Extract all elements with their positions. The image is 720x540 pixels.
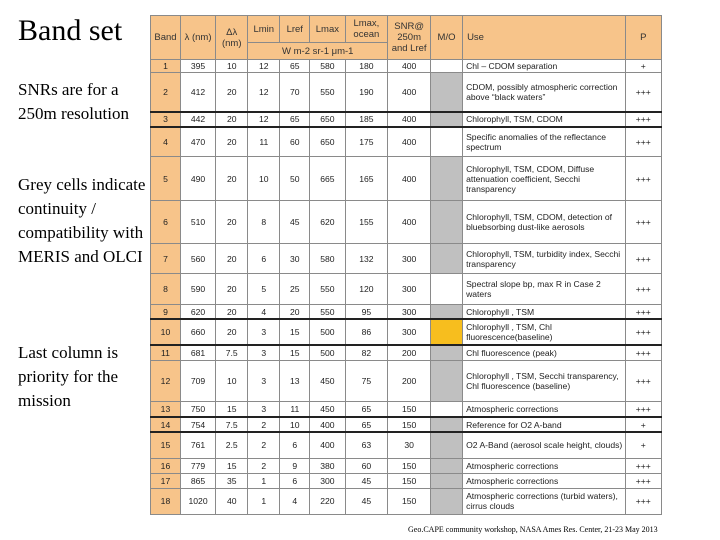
band-table — [150, 15, 662, 515]
cell-lref: 9 — [280, 458, 310, 473]
cell-lref: 70 — [280, 73, 310, 112]
table-row — [151, 304, 662, 319]
header-lmin: Lmin — [248, 16, 280, 43]
cell-dlambda: 20 — [216, 200, 248, 243]
cell-snr: 150 — [388, 458, 431, 473]
cell-band: 2 — [151, 73, 181, 112]
cell-snr: 150 — [388, 402, 431, 417]
band-rows — [151, 60, 662, 515]
cell-band: 11 — [151, 345, 181, 360]
cell-dlambda: 7.5 — [216, 417, 248, 432]
cell-lmax-ocean: 165 — [345, 157, 388, 200]
cell-priority: +++ — [625, 200, 661, 243]
footer-text: Geo.CAPE community workshop, NASA Ames Res. Center, 21-23 May 2013 — [408, 525, 658, 534]
cell-band: 3 — [151, 112, 181, 127]
cell-priority: + — [625, 417, 661, 432]
table-row — [151, 112, 662, 127]
cell-priority: +++ — [625, 127, 661, 157]
cell-lambda: 490 — [180, 157, 215, 200]
cell-band: 18 — [151, 488, 181, 514]
cell-dlambda: 20 — [216, 304, 248, 319]
cell-lambda: 470 — [180, 127, 215, 157]
cell-dlambda: 15 — [216, 402, 248, 417]
cell-lmax-ocean: 75 — [345, 361, 388, 402]
cell-use: Chlorophyll , TSM, Secchi transparency, Chl fluorescence (baseline) — [463, 361, 625, 402]
cell-lref: 25 — [280, 274, 310, 304]
table-row — [151, 127, 662, 157]
cell-snr: 200 — [388, 361, 431, 402]
cell-use: Chlorophyll, TSM, turbidity index, Secchi transparency — [463, 244, 625, 274]
table-row — [151, 73, 662, 112]
cell-mo — [431, 402, 463, 417]
cell-priority: +++ — [625, 473, 661, 488]
cell-mo — [431, 200, 463, 243]
cell-lmax-ocean: 82 — [345, 345, 388, 360]
cell-priority: +++ — [625, 73, 661, 112]
cell-lref: 15 — [280, 319, 310, 345]
header-priority: P — [625, 16, 661, 60]
cell-lmax: 620 — [310, 200, 345, 243]
table-row — [151, 402, 662, 417]
cell-band: 6 — [151, 200, 181, 243]
cell-lambda: 560 — [180, 244, 215, 274]
cell-lambda: 1020 — [180, 488, 215, 514]
cell-mo — [431, 60, 463, 73]
cell-mo — [431, 473, 463, 488]
cell-use: Chlorophyll, TSM, CDOM, detection of bluebsorbing dust-like aerosols — [463, 200, 625, 243]
cell-lmax-ocean: 65 — [345, 417, 388, 432]
cell-lmax-ocean: 175 — [345, 127, 388, 157]
table-row — [151, 60, 662, 73]
cell-mo — [431, 458, 463, 473]
cell-mo — [431, 157, 463, 200]
cell-band: 8 — [151, 274, 181, 304]
cell-mo — [431, 432, 463, 458]
cell-lmax: 650 — [310, 127, 345, 157]
cell-lmax: 500 — [310, 319, 345, 345]
table-row — [151, 274, 662, 304]
header-band: Band — [151, 16, 181, 60]
table-row — [151, 458, 662, 473]
cell-lmax-ocean: 86 — [345, 319, 388, 345]
cell-snr: 300 — [388, 244, 431, 274]
cell-priority: +++ — [625, 319, 661, 345]
cell-mo — [431, 304, 463, 319]
cell-lambda: 754 — [180, 417, 215, 432]
cell-use: Chlorophyll, TSM, CDOM — [463, 112, 625, 127]
cell-lambda: 779 — [180, 458, 215, 473]
cell-lmin: 2 — [248, 417, 280, 432]
cell-lmax: 665 — [310, 157, 345, 200]
table-row — [151, 244, 662, 274]
cell-lambda: 442 — [180, 112, 215, 127]
cell-use: CDOM, possibly atmospheric correction above “black waters” — [463, 73, 625, 112]
header-lref: Lref — [280, 16, 310, 43]
cell-snr: 150 — [388, 417, 431, 432]
cell-lmax: 580 — [310, 244, 345, 274]
cell-dlambda: 40 — [216, 488, 248, 514]
cell-band: 16 — [151, 458, 181, 473]
cell-priority: +++ — [625, 274, 661, 304]
cell-band: 15 — [151, 432, 181, 458]
cell-lmin: 10 — [248, 157, 280, 200]
cell-lmax: 500 — [310, 345, 345, 360]
cell-snr: 300 — [388, 304, 431, 319]
cell-lmin: 12 — [248, 60, 280, 73]
cell-lmax-ocean: 132 — [345, 244, 388, 274]
cell-lref: 4 — [280, 488, 310, 514]
cell-lref: 30 — [280, 244, 310, 274]
header-lmax-ocean: Lmax, ocean — [345, 16, 388, 43]
cell-dlambda: 2.5 — [216, 432, 248, 458]
cell-dlambda: 20 — [216, 157, 248, 200]
cell-use: Atmospheric corrections — [463, 473, 625, 488]
cell-lambda: 750 — [180, 402, 215, 417]
cell-lref: 11 — [280, 402, 310, 417]
cell-lmin: 3 — [248, 345, 280, 360]
header-mo: M/O — [431, 16, 463, 60]
cell-lmax: 220 — [310, 488, 345, 514]
cell-lmin: 12 — [248, 112, 280, 127]
cell-lmin: 3 — [248, 319, 280, 345]
cell-lmax: 580 — [310, 60, 345, 73]
cell-band: 7 — [151, 244, 181, 274]
cell-snr: 150 — [388, 488, 431, 514]
cell-lref: 50 — [280, 157, 310, 200]
cell-priority: +++ — [625, 345, 661, 360]
cell-priority: + — [625, 432, 661, 458]
cell-lmax: 400 — [310, 432, 345, 458]
cell-lmax-ocean: 185 — [345, 112, 388, 127]
cell-dlambda: 15 — [216, 458, 248, 473]
cell-priority: +++ — [625, 304, 661, 319]
cell-dlambda: 10 — [216, 361, 248, 402]
cell-lref: 13 — [280, 361, 310, 402]
cell-lmin: 1 — [248, 473, 280, 488]
table-row — [151, 157, 662, 200]
cell-lref: 65 — [280, 112, 310, 127]
note-grey-cells: Grey cells indicate continuity / compatibility with MERIS and OLCI — [18, 175, 146, 266]
cell-mo — [431, 127, 463, 157]
cell-lmax: 450 — [310, 402, 345, 417]
table-row — [151, 319, 662, 345]
note-priority: Last column is priority for the mission — [18, 343, 119, 410]
cell-band: 4 — [151, 127, 181, 157]
cell-band: 10 — [151, 319, 181, 345]
cell-lref: 65 — [280, 60, 310, 73]
cell-dlambda: 35 — [216, 473, 248, 488]
cell-lmax: 300 — [310, 473, 345, 488]
cell-snr: 200 — [388, 345, 431, 360]
cell-lambda: 761 — [180, 432, 215, 458]
cell-lmax-ocean: 190 — [345, 73, 388, 112]
cell-band: 9 — [151, 304, 181, 319]
cell-use: Specific anomalies of the reflectance spectrum — [463, 127, 625, 157]
cell-lmin: 8 — [248, 200, 280, 243]
cell-lambda: 412 — [180, 73, 215, 112]
cell-priority: +++ — [625, 458, 661, 473]
cell-lmax-ocean: 45 — [345, 488, 388, 514]
cell-priority: + — [625, 60, 661, 73]
cell-lref: 20 — [280, 304, 310, 319]
cell-lmax: 550 — [310, 73, 345, 112]
cell-dlambda: 20 — [216, 274, 248, 304]
header-snr: SNR@ 250m and Lref — [388, 16, 431, 60]
cell-lmax-ocean: 120 — [345, 274, 388, 304]
cell-priority: +++ — [625, 488, 661, 514]
cell-lmin: 3 — [248, 402, 280, 417]
cell-dlambda: 20 — [216, 127, 248, 157]
cell-mo — [431, 488, 463, 514]
cell-lmax: 650 — [310, 112, 345, 127]
cell-lref: 6 — [280, 432, 310, 458]
cell-mo — [431, 319, 463, 345]
cell-lambda: 865 — [180, 473, 215, 488]
cell-mo — [431, 345, 463, 360]
cell-band: 13 — [151, 402, 181, 417]
cell-snr: 30 — [388, 432, 431, 458]
cell-dlambda: 20 — [216, 73, 248, 112]
cell-lref: 15 — [280, 345, 310, 360]
cell-mo — [431, 244, 463, 274]
cell-lambda: 395 — [180, 60, 215, 73]
cell-lmin: 2 — [248, 432, 280, 458]
cell-lambda: 660 — [180, 319, 215, 345]
table-row — [151, 361, 662, 402]
cell-lambda: 681 — [180, 345, 215, 360]
cell-dlambda: 20 — [216, 112, 248, 127]
cell-use: Reference for O2 A-band — [463, 417, 625, 432]
cell-band: 14 — [151, 417, 181, 432]
cell-lmax-ocean: 95 — [345, 304, 388, 319]
cell-lmax-ocean: 155 — [345, 200, 388, 243]
cell-mo — [431, 417, 463, 432]
cell-lmax: 550 — [310, 304, 345, 319]
cell-lmin: 11 — [248, 127, 280, 157]
cell-use: Chl – CDOM separation — [463, 60, 625, 73]
cell-lmin: 1 — [248, 488, 280, 514]
cell-lmax: 400 — [310, 417, 345, 432]
cell-use: Chlorophyll , TSM — [463, 304, 625, 319]
cell-lmin: 3 — [248, 361, 280, 402]
cell-use: Chlorophyll , TSM, Chl fluorescence(baseline) — [463, 319, 625, 345]
header-use: Use — [463, 16, 625, 60]
cell-mo — [431, 361, 463, 402]
band-table-container — [150, 15, 662, 515]
cell-lref: 6 — [280, 473, 310, 488]
cell-lmax: 450 — [310, 361, 345, 402]
cell-priority: +++ — [625, 402, 661, 417]
cell-lmax: 380 — [310, 458, 345, 473]
cell-snr: 300 — [388, 274, 431, 304]
cell-mo — [431, 274, 463, 304]
cell-lmax-ocean: 65 — [345, 402, 388, 417]
cell-lambda: 709 — [180, 361, 215, 402]
cell-mo — [431, 73, 463, 112]
slide-title: Band set — [18, 14, 123, 47]
cell-lmax-ocean: 60 — [345, 458, 388, 473]
cell-use: Chl fluorescence (peak) — [463, 345, 625, 360]
cell-band: 17 — [151, 473, 181, 488]
cell-snr: 400 — [388, 73, 431, 112]
cell-lmin: 5 — [248, 274, 280, 304]
table-row — [151, 417, 662, 432]
cell-use: Atmospheric corrections (turbid waters), cirrus clouds — [463, 488, 625, 514]
cell-lmin: 4 — [248, 304, 280, 319]
table-row — [151, 200, 662, 243]
cell-dlambda: 7.5 — [216, 345, 248, 360]
table-row — [151, 488, 662, 514]
cell-lambda: 510 — [180, 200, 215, 243]
cell-mo — [431, 112, 463, 127]
header-lmax: Lmax — [310, 16, 345, 43]
cell-lmax: 550 — [310, 274, 345, 304]
cell-lmax-ocean: 63 — [345, 432, 388, 458]
cell-priority: +++ — [625, 157, 661, 200]
cell-snr: 400 — [388, 200, 431, 243]
header-lambda: λ (nm) — [180, 16, 215, 60]
cell-use: Atmospheric corrections — [463, 402, 625, 417]
cell-dlambda: 20 — [216, 244, 248, 274]
cell-band: 1 — [151, 60, 181, 73]
table-row — [151, 432, 662, 458]
cell-use: O2 A-Band (aerosol scale height, clouds) — [463, 432, 625, 458]
header-dlambda: Δλ (nm) — [216, 16, 248, 60]
cell-lmin: 2 — [248, 458, 280, 473]
cell-snr: 150 — [388, 473, 431, 488]
cell-snr: 300 — [388, 319, 431, 345]
cell-use: Spectral slope bp, max R in Case 2 waters — [463, 274, 625, 304]
cell-dlambda: 20 — [216, 319, 248, 345]
cell-use: Atmospheric corrections — [463, 458, 625, 473]
cell-lmax-ocean: 45 — [345, 473, 388, 488]
cell-lmax-ocean: 180 — [345, 60, 388, 73]
cell-priority: +++ — [625, 112, 661, 127]
cell-lref: 10 — [280, 417, 310, 432]
cell-snr: 400 — [388, 60, 431, 73]
cell-band: 12 — [151, 361, 181, 402]
cell-lref: 45 — [280, 200, 310, 243]
note-snr: SNRs are for a 250m resolution — [18, 80, 129, 123]
cell-dlambda: 10 — [216, 60, 248, 73]
cell-band: 5 — [151, 157, 181, 200]
table-row — [151, 345, 662, 360]
cell-snr: 400 — [388, 127, 431, 157]
cell-lref: 60 — [280, 127, 310, 157]
cell-lmin: 12 — [248, 73, 280, 112]
cell-snr: 400 — [388, 157, 431, 200]
header-units: W m-2 sr-1 μm-1 — [248, 43, 388, 60]
cell-use: Chlorophyll, TSM, CDOM, Diffuse attenuation coefficient, Secchi transparency — [463, 157, 625, 200]
cell-priority: +++ — [625, 244, 661, 274]
cell-lambda: 620 — [180, 304, 215, 319]
table-row — [151, 473, 662, 488]
cell-snr: 400 — [388, 112, 431, 127]
cell-priority: +++ — [625, 361, 661, 402]
cell-lambda: 590 — [180, 274, 215, 304]
cell-lmin: 6 — [248, 244, 280, 274]
